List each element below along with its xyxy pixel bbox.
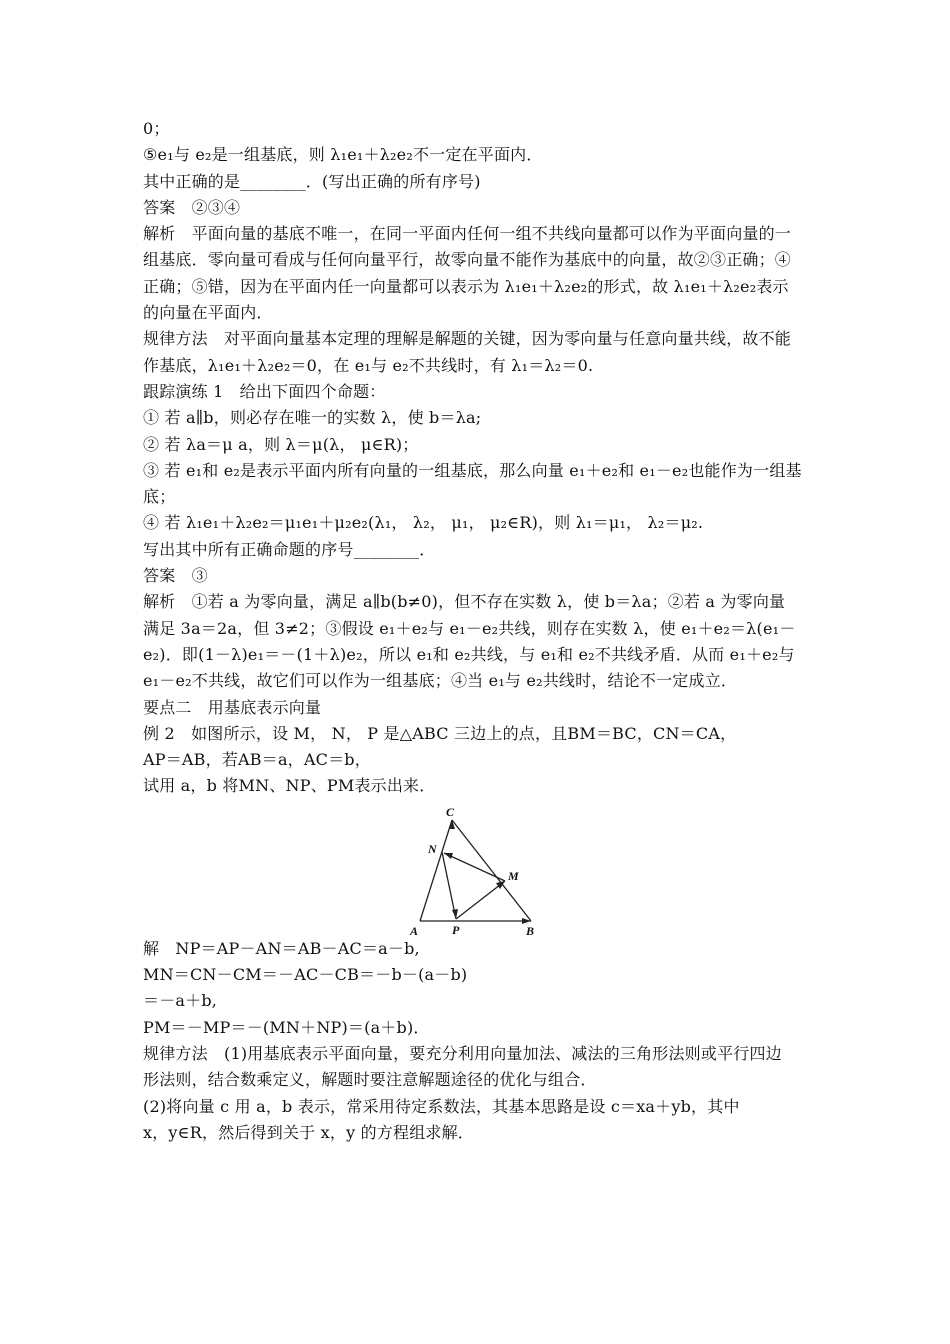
proposition-4: ④ 若 λ₁e₁＋λ₂e₂＝μ₁e₁＋μ₂e₂(λ₁， λ₂， μ₁， μ₂∈R)，则 λ₁＝μ₁， λ₂＝μ₂. xyxy=(143,513,704,533)
analysis-line: 满足 3a＝2a，但 3≠2；③假设 e₁＋e₂与 e₁－e₂共线，则存在实数 λ，使 e₁＋e₂＝λ(e₁－ xyxy=(143,618,796,638)
analysis-line: 的向量在平面内． xyxy=(143,303,273,323)
analysis-line: e₁－e₂不共线，故它们可以作为一组基底；④当 e₁与 e₂共线时，结论不一定成立． xyxy=(143,671,738,691)
label-c: C xyxy=(446,805,455,819)
section-heading: 要点二 用基底表示向量 xyxy=(143,697,322,717)
practice-heading: 跟踪演练 1 给出下面四个命题： xyxy=(143,381,386,401)
side-ac xyxy=(420,820,452,921)
label-p: P xyxy=(452,922,460,936)
method-line: x，y∈R，然后得到关于 x，y 的方程组求解． xyxy=(143,1122,474,1142)
label-n: N xyxy=(428,841,437,856)
analysis-line: 解析 平面向量的基底不唯一，在同一平面内任何一组不共线向量都可以作为平面向量的一 xyxy=(143,224,792,244)
arrow-head-mn xyxy=(444,853,453,859)
document-page xyxy=(143,116,811,1146)
vector-pm xyxy=(456,881,505,919)
solution-line: PM＝－MP＝－(MN＋NP)＝(a＋b)． xyxy=(143,1017,430,1037)
vector-mn xyxy=(444,853,505,881)
label-b: B xyxy=(526,923,535,936)
vector-np xyxy=(442,852,456,919)
answer-line: 答案 ③ xyxy=(143,566,208,586)
analysis-line: 正确；⑤错，因为在平面内任一向量都可以表示为 λ₁e₁＋λ₂e₂的形式，故 λ₁e₁＋λ₂e₂表示 xyxy=(143,276,789,296)
solution-line: MN＝CN－CM＝－AC－CB＝－b－(a－b) xyxy=(143,965,468,985)
method-line: 形法则，结合数乘定义，解题时要注意解题途径的优化与组合． xyxy=(143,1070,597,1090)
question-line: 写出其中所有正确命题的序号________． xyxy=(143,539,436,559)
proposition-1: ① 若 a∥b，则必存在唯一的实数 λ，使 b＝λa; xyxy=(143,408,482,428)
method-line: (2)将向量 c 用 a，b 表示，常采用待定系数法，其基本思路是设 c＝xa＋yb，其中 xyxy=(143,1096,740,1116)
example-line: AP＝AB，若AB＝a，AC＝b， xyxy=(143,750,371,770)
label-a: A xyxy=(410,923,419,936)
side-cb xyxy=(452,820,531,921)
method-line: 规律方法 对平面向量基本定理的理解是解题的关键，因为零向量与任意向量共线，故不能 xyxy=(143,329,792,349)
example-line: 例 2 如图所示，设 M， N， P 是△ABC 三边上的点，且BM＝BC，CN＝CA， xyxy=(143,723,737,743)
analysis-line: e₂)．即(1－λ)e₁＝－(1＋λ)e₂，所以 e₁和 e₂共线，与 e₁和 e₂不共线矛盾．从而 e₁＋e₂与 xyxy=(143,644,795,664)
proposition-3-cont: 底； xyxy=(143,487,176,507)
triangle-figure xyxy=(143,806,811,936)
example-line: 试用 a，b 将MN、NP、PM表示出来． xyxy=(143,776,436,796)
text-line: ⑤e₁与 e₂是一组基底，则 λ₁e₁＋λ₂e₂不一定在平面内． xyxy=(143,145,543,165)
answer-line: 答案 ②③④ xyxy=(143,197,241,217)
triangle-diagram xyxy=(406,806,546,936)
label-m: M xyxy=(508,868,519,883)
proposition-2: ② 若 λa＝μ a，则 λ＝μ(λ， μ∈R)； xyxy=(143,434,419,454)
proposition-3: ③ 若 e₁和 e₂是表示平面内所有向量的一组基底，那么向量 e₁＋e₂和 e₁－e₂也能作为一组基 xyxy=(143,460,802,480)
solution-line: ＝－a＋b, xyxy=(143,991,218,1011)
text-line: 其中正确的是________．(写出正确的所有序号) xyxy=(143,171,481,191)
text-line: 0； xyxy=(143,119,170,138)
method-line: 作基底，λ₁e₁＋λ₂e₂＝0，在 e₁与 e₂不共线时，有 λ₁＝λ₂＝0. xyxy=(143,355,594,375)
method-line: 规律方法 (1)用基底表示平面向量，要充分利用向量加法、减法的三角形法则或平行四边 xyxy=(143,1043,782,1063)
analysis-line: 解析 ①若 a 为零向量，满足 a∥b(b≠0)，但不存在实数 λ，使 b＝λa；②若 a 为零向量 xyxy=(143,592,786,612)
solution-line: 解 NP＝AP－AN＝AB－AC＝a－b, xyxy=(143,938,420,958)
analysis-line: 组基底．零向量可看成与任何向量平行，故零向量不能作为基底中的向量，故②③正确；④ xyxy=(143,250,792,270)
